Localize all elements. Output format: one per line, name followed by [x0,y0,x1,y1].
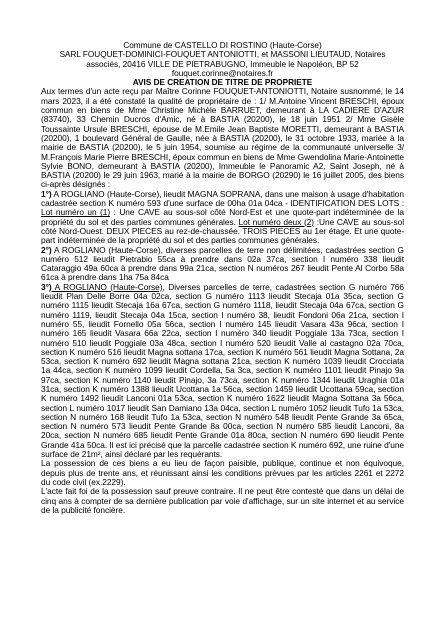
item-1-text-b: : Une CAVE au sous-sol côté Nord-Est et une quote-part indéterminée de la propriété du sol et des parties communes générales. [41,207,404,227]
item-1-text-a: A ROGLIANO (Haute-Corse), lieudit MAGNA SOPRANA, dans une maison à usage d'habitation cadastrée section K numéro 593 d'une surface de 00ha 01a 04ca - IDENTIFICATION DES LOTS : [41,188,404,209]
item-2-text: A ROGLIANO (Haute-Corse), diverses parcelles de terre non délimitées, cadastrées section G numéro 512 lieudit Pietrabio 55ca à prendre dans 02a 37ca, section I numéro 338 lieudit Cataraggio 49a 60ca à prendre dans 99a 21ca, section N numéros 267 lieudit Pente Al Corbo 58a 61ca à prendre dans 1ha 75a 84ca [41,244,404,283]
lot-1-label: Lot numéro un (1) [41,207,111,218]
notary-email: fouquet.corinne@notaires.fr [171,68,274,78]
item-3-number: 3°) [41,281,52,292]
commune-heading: Commune de CASTELLO DI ROSTINO (Haute-Corse) [123,41,322,50]
lot-2-label: Lot numéro deux (2) [238,216,315,227]
notice-title: AVIS DE CREATION DE TITRE DE PROPRIETE [132,78,313,88]
item-3-head: A ROGLIANO (Haute-Corse) [51,281,163,292]
closing-paragraph: L'acte fait foi de la possession sauf preuve contraire. Il ne peut être contesté que dans un délai de cinq ans à compter de sa dernière publication par voie d'affichage, sur un site internet et au service de la publicité foncière. [41,486,404,515]
item-3-text: , Diverses parcelles de terre, cadastrées section G numéro 766 lieudit Plan Delle Borre 04a 02ca, section G numéro 1113 lieudit Stecaja 01a 35ca, section G numéro 1115 lieudit Stecaja 16a 67ca, section G numéro 1118, lieudit Stecaja 04a 67ca, section G numéro 1119, lieudit Stecaja 04a 15ca, section I numéro 38, lieudit Fondoni 06a 21ca, section I numéro 55, lieudit Fornello 05a 56ca, section I numéro 145 lieudit Vasara 43a 96ca, section I numéro 165 lieudit Vasara 66a 22ca, section I numéro 340 lieudit Poggiale 13a 73ca, section I numéro 510 lieudit Poggiale 03a 48ca, section I numéro 520 lieudit Valle al castagno 02a 70ca, section K numéro 516 lieudit Magna sottana 17ca, section K numéro 561 lieudit Magna Sottana, 2a 53ca, section K numéro 692 lieudit Magna sottana 21ca, section K numéro 1039 lieudit Crocciata 1a 44ca, section K numéro 1099 lieudit Cordella, 5a 3ca, section K numéro 1101 lieudit Pinajo 9a 97ca, section K numéro 1140 lieudit Pinajo, 3a 73ca, section K numéro 1344 lieudit Uraghia 01a 31ca, section K numéro 1388 lieudit Ucottana 1a 56ca, section 1459 lieudit Ucottana 59ca, section K numéro 1492 lieudit Lanconi 01a 53ca, section K numéro 1622 lieudit Magna Sottana 3a 56ca, section L numéro 1017 lieudit San Damiano 13a 04ca, section L numéro 1052 lieudit Tufo 1a 53ca, section N numéro 168 lieudit Tufo 1a 53ca, section N numéro 548 lieudit Pente Grande 3a 65ca, section N numéro 573 lieudit Pente Grande 8a 00ca, section N numéro 585 lieudit Lanconi, 8a 20ca, section N numéro 685 lieudit Pente Grande 01a 80ca, section N numéro 690 lieudit Pente Grande 41a 50ca. Il est ici précisé que la parcelle cadastrée section K numéro 692, une ruine d'une surface de 21m², ainsi déclaré par les requérants. [41,281,404,460]
item-2-paragraph [41,246,404,283]
intro-paragraph: Aux termes d'un acte reçu par Maître Corinne FOUQUET-ANTONIOTTI, Notaire susnommé, le 14 mars 2023, il a été constaté la qualité de propriétaire de : 1/ M.Antoine Vincent BRESCHI, époux commun en biens de Mme Christine Michèle BARRUET, demeurant à LA CADIERE D'AZUR (83740), 33 Chemin Ducros d'Amic, né à BASTIA (20200), le 18 juin 1951 2/ Mme Gisèle Toussainte Ursule BRESCHI, épouse de M.Emile Jean Baptiste MORETTI, demeurant à BASTIA (20200), 1 boulevard Général de Gaulle, née à BASTIA (20200), le 31 octobre 1933, mariée à la mairie de BASTIA (20200), le 5 juin 1954, soumise au régime de la communauté universelle 3/ M.François Marie Pierre BRESCHI, époux commun en biens de Mme Gwendolina Marie-Antoinette Sylvie BONO, demeurant à BASTIA (20200), Immeuble le Panoramic A2, Saint Joseph, né à BASTIA (20200) le 29 juin 1963, marié à la mairie de BORGO (20290) le 16 juillet 2005, des biens ci-après désignés : [41,86,404,190]
notary-line-2: associés, 20416 VILLE DE PIETRABUGNO, Immeuble le Napoléon, BP 52 [86,59,359,69]
item-1-text-c: :Une CAVE au sous-sol côté Nord-Ouest. DEUX PIECES au rez-de-chaussée. TROIS PIECES au 1er étage. Et une quote-part indéterminée de la propriété du sol et des parties communes générales. [41,216,405,246]
notice-body [41,87,404,515]
possession-paragraph: La possession de ces biens a eu lieu de façon paisible, publique, continue et non équivoque, depuis plus de trente ans, et réunissant ainsi les conditions prévues par les articles 2261 et 2272 du code civil (ex.2229). [41,458,404,487]
item-3-paragraph [41,283,404,460]
notary-line-1: SARL FOUQUET-DOMINICI-FOUQUET ANTONIOTTI, et MASSONI LIEUTAUD, Notaires [59,50,386,60]
item-1-paragraph [41,190,404,246]
item-1-number: 1°) [41,188,52,199]
item-2-number: 2°) [41,244,52,255]
